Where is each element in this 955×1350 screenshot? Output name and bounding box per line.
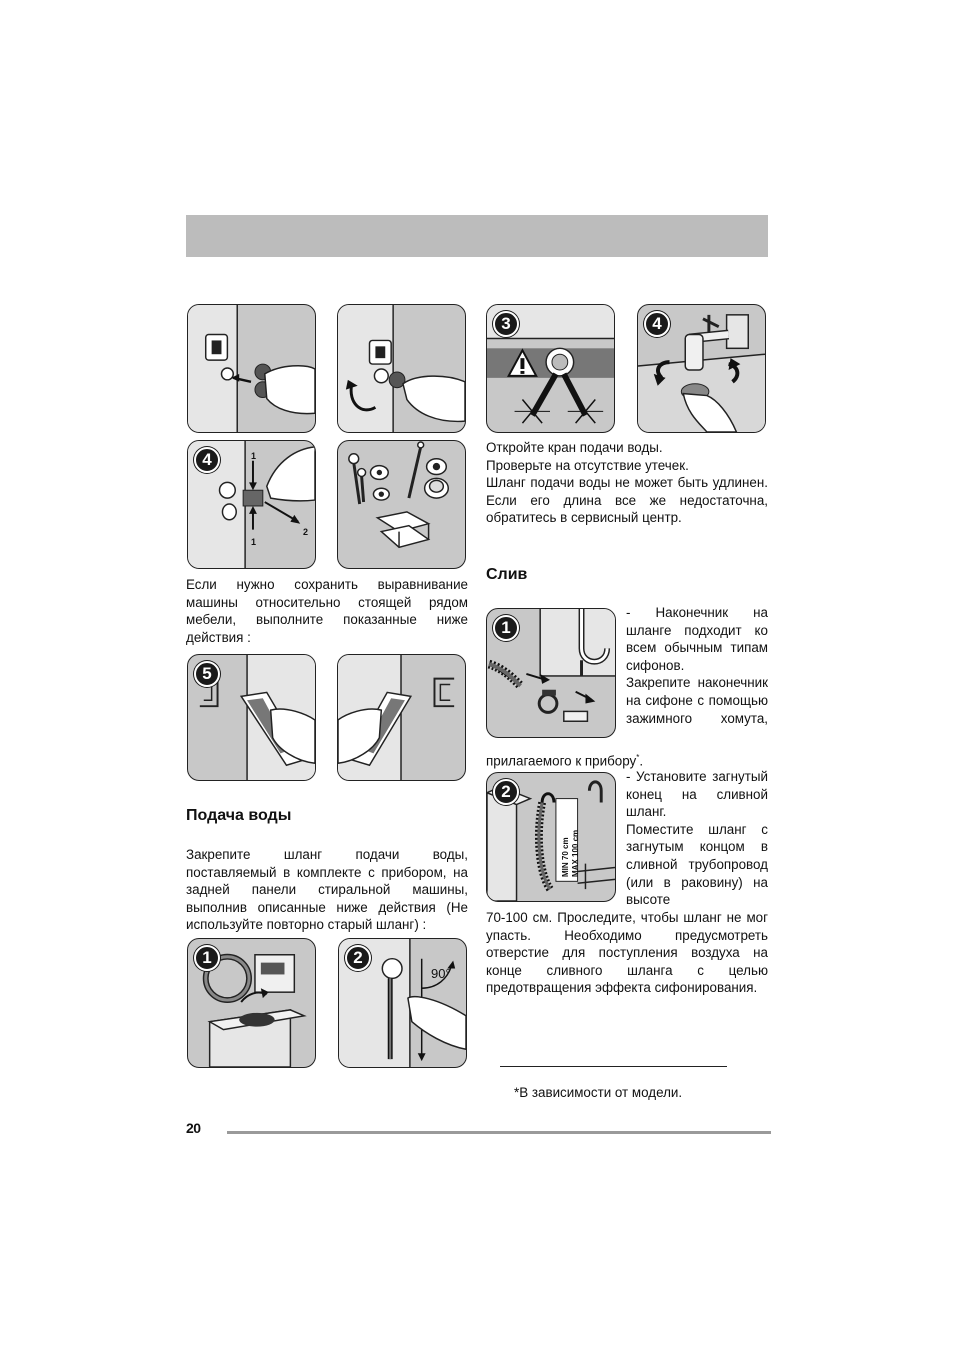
drain-step2-line: Поместите шланг с загнутым концом в сливной трубопровод (или в раковину) на высоте <box>626 821 768 908</box>
figure-level-step1 <box>187 304 316 433</box>
figure-tap-step4 <box>637 304 766 433</box>
drain-step1-text <box>626 604 768 727</box>
drain-heading: Слив <box>486 566 528 583</box>
tap-line: Шланг подачи воды не может быть удлинен. Если его длина все же недостаточна, обратитесь в сервисный центр. <box>486 475 768 526</box>
header-bar <box>186 215 768 257</box>
tap-line: Откройте кран подачи воды. <box>486 440 663 455</box>
align-instructions <box>186 576 468 646</box>
water-supply-heading: Подача воды <box>186 807 292 824</box>
drain-step2-tail <box>486 909 768 997</box>
footnote-marker: * <box>636 753 640 762</box>
footnote: *В зависимости от модели. <box>514 1085 683 1100</box>
figure-badge: 4 <box>194 447 220 473</box>
footnote-rule <box>500 1066 727 1067</box>
figure-level-step4 <box>187 440 316 569</box>
arrow-label: 1 <box>251 537 257 547</box>
tap-line: Проверьте на отсутствие утечек. <box>486 457 689 473</box>
figure-badge: 4 <box>644 311 670 337</box>
water-supply-paragraph: Закрепите шланг подачи воды, поставляемый в комплекте с прибором, на задней панели стиральной машины, выполнив описанные ниже действия (Не используйте повторно старый шланг) : <box>186 847 468 933</box>
drain-step2-tail-text: 70-100 см. Проследите, чтобы шланг не мог упасть. Необходимо предусмотреть отверстие для поступления воздуха на конце сливного шланга с целью предотвращения эффекта сифонирования. <box>486 910 768 996</box>
figure-badge: 1 <box>493 615 519 641</box>
align-paragraph: Если нужно сохранить выравнивание машины относительно стоящей рядом мебели, выполните показанные ниже действия : <box>186 577 468 645</box>
angle-label: 90° <box>431 966 451 981</box>
water-supply-instructions <box>186 846 468 934</box>
hose-height-labels <box>561 797 581 877</box>
figure-drain-step2 <box>486 772 616 902</box>
page-number: 20 <box>186 1120 201 1136</box>
figure-drain-step1 <box>486 608 616 738</box>
arrow-label: 1 <box>251 451 257 461</box>
drain-step1-tail-text: прилагаемого к прибору <box>486 753 637 769</box>
figure-align-step5 <box>187 654 316 781</box>
figure-align-step5b <box>337 654 466 781</box>
figure-level-step2 <box>337 304 466 433</box>
drain-step2-text <box>626 768 768 909</box>
figure-badge: 3 <box>493 311 519 337</box>
drain-step1-line: - Наконечник на шланге подходит ко всем обычным типам сифонов. <box>626 605 768 673</box>
drain-step1-period: . <box>639 753 644 769</box>
drain-step1-tail <box>486 749 768 770</box>
tap-instructions <box>486 439 768 527</box>
drain-step1-line: Закрепите наконечник на сифоне с помощью зажимного хомута, <box>626 675 768 726</box>
figure-supply-step1 <box>187 938 316 1068</box>
figure-badge: 2 <box>345 945 371 971</box>
figure-badge: 5 <box>194 661 220 687</box>
arrow-label: 2 <box>303 527 309 537</box>
hose-max-label: MAX 100 cm <box>571 829 580 877</box>
figure-supply-step2 <box>338 938 467 1068</box>
figure-tap-step3 <box>486 304 615 433</box>
figure-level-parts <box>337 440 466 569</box>
drain-step2-line: - Установите загнутый конец на сливной шланг. <box>626 769 768 820</box>
figure-badge: 2 <box>493 779 519 805</box>
figure-badge: 1 <box>194 945 220 971</box>
footer-rule <box>227 1131 771 1134</box>
hose-min-label: MIN 70 cm <box>561 837 570 877</box>
